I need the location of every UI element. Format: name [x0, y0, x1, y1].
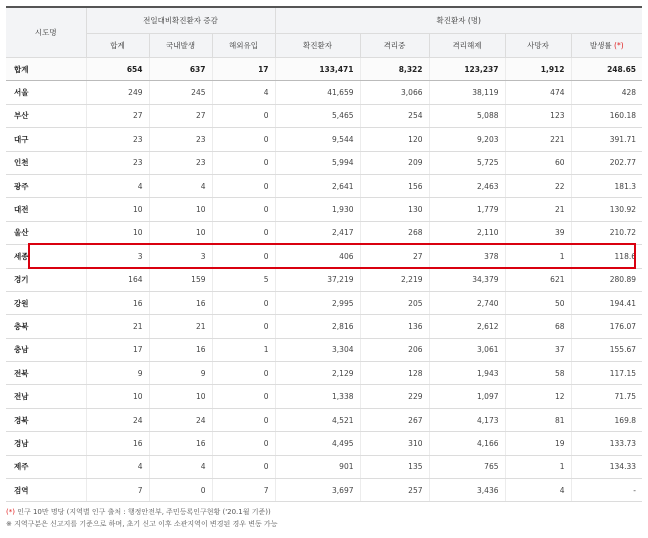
cell-total: 10 — [86, 385, 149, 408]
cell-total: 16 — [86, 432, 149, 455]
cell-overseas: 0 — [212, 432, 275, 455]
cell-total: 7 — [86, 479, 149, 502]
table-row — [6, 479, 642, 502]
cell-overseas: 0 — [212, 385, 275, 408]
cell-rate: 248.65 — [571, 58, 642, 81]
cell-deaths: 68 — [505, 315, 571, 338]
table-row — [6, 385, 642, 408]
cell-overseas: 0 — [212, 245, 275, 268]
cell-deaths: 39 — [505, 221, 571, 244]
cell-local: 4 — [149, 174, 212, 197]
table-row — [6, 268, 642, 291]
cell-deaths: 1 — [505, 455, 571, 478]
cell-released: 2,110 — [429, 221, 505, 244]
cell-overseas: 17 — [212, 58, 275, 81]
cell-total: 10 — [86, 198, 149, 221]
rate-marker: (*) — [614, 41, 624, 50]
cell-rate: 181.3 — [571, 174, 642, 197]
cell-region: 강원 — [6, 291, 86, 314]
cell-region: 대구 — [6, 128, 86, 151]
table-row — [6, 338, 642, 361]
cell-local: 23 — [149, 151, 212, 174]
cell-overseas: 0 — [212, 151, 275, 174]
cell-overseas: 0 — [212, 455, 275, 478]
cell-deaths: 12 — [505, 385, 571, 408]
cell-confirmed: 2,995 — [275, 291, 360, 314]
footnote-1 — [6, 506, 277, 518]
cell-isolated: 206 — [360, 338, 429, 361]
cell-overseas: 0 — [212, 362, 275, 385]
cell-isolated: 205 — [360, 291, 429, 314]
cell-isolated: 130 — [360, 198, 429, 221]
cell-rate: - — [571, 479, 642, 502]
cell-overseas: 0 — [212, 315, 275, 338]
cell-local: 24 — [149, 408, 212, 431]
cell-region: 경북 — [6, 408, 86, 431]
footnotes — [6, 506, 277, 530]
cell-confirmed: 41,659 — [275, 81, 360, 104]
cell-confirmed: 901 — [275, 455, 360, 478]
cell-confirmed: 4,495 — [275, 432, 360, 455]
cell-deaths: 621 — [505, 268, 571, 291]
table-row — [6, 128, 642, 151]
cell-region: 울산 — [6, 221, 86, 244]
cell-isolated: 2,219 — [360, 268, 429, 291]
cell-confirmed: 4,521 — [275, 408, 360, 431]
cell-rate: 117.15 — [571, 362, 642, 385]
cell-region: 부산 — [6, 104, 86, 127]
cell-released: 9,203 — [429, 128, 505, 151]
cell-deaths: 21 — [505, 198, 571, 221]
cell-released: 2,740 — [429, 291, 505, 314]
table-row — [6, 432, 642, 455]
cell-isolated: 120 — [360, 128, 429, 151]
cell-rate: 391.71 — [571, 128, 642, 151]
cell-confirmed: 406 — [275, 245, 360, 268]
header-group-daily: 전일대비확진환자 증감 — [86, 7, 275, 34]
cell-rate: 202.77 — [571, 151, 642, 174]
cell-isolated: 209 — [360, 151, 429, 174]
cell-local: 9 — [149, 362, 212, 385]
header-col-confirmed: 확진환자 — [275, 34, 360, 58]
footnote-1-text: 인구 10만 명당 (지역별 인구 출처 : 행정안전부, 주민등록인구현황 ('20.1월 기준)) — [14, 508, 271, 516]
header-region: 시도명 — [6, 7, 86, 58]
cell-released: 34,379 — [429, 268, 505, 291]
cell-confirmed: 5,465 — [275, 104, 360, 127]
cell-region: 세종 — [6, 245, 86, 268]
cell-isolated: 156 — [360, 174, 429, 197]
header-col-deaths: 사망자 — [505, 34, 571, 58]
cell-isolated: 267 — [360, 408, 429, 431]
cell-confirmed: 3,304 — [275, 338, 360, 361]
cell-isolated: 135 — [360, 455, 429, 478]
cell-region: 대전 — [6, 198, 86, 221]
cell-total: 164 — [86, 268, 149, 291]
cell-total: 23 — [86, 128, 149, 151]
cell-rate: 134.33 — [571, 455, 642, 478]
cell-isolated: 268 — [360, 221, 429, 244]
cell-region: 전북 — [6, 362, 86, 385]
table-row — [6, 245, 642, 268]
table-body — [6, 58, 642, 502]
cell-released: 4,173 — [429, 408, 505, 431]
table-header — [6, 7, 642, 58]
cell-deaths: 221 — [505, 128, 571, 151]
cell-deaths: 37 — [505, 338, 571, 361]
cell-deaths: 19 — [505, 432, 571, 455]
cell-rate: 71.75 — [571, 385, 642, 408]
cell-released: 5,088 — [429, 104, 505, 127]
table-row — [6, 174, 642, 197]
table-row — [6, 81, 642, 104]
cell-released: 3,436 — [429, 479, 505, 502]
cell-deaths: 60 — [505, 151, 571, 174]
cell-local: 10 — [149, 385, 212, 408]
cell-released: 38,119 — [429, 81, 505, 104]
cell-deaths: 22 — [505, 174, 571, 197]
cell-region: 충남 — [6, 338, 86, 361]
cell-overseas: 0 — [212, 198, 275, 221]
cell-isolated: 27 — [360, 245, 429, 268]
cell-local: 245 — [149, 81, 212, 104]
cell-local: 10 — [149, 221, 212, 244]
cell-total: 17 — [86, 338, 149, 361]
cell-rate: 155.67 — [571, 338, 642, 361]
cell-isolated: 254 — [360, 104, 429, 127]
cell-released: 5,725 — [429, 151, 505, 174]
cell-deaths: 1 — [505, 245, 571, 268]
cell-region: 광주 — [6, 174, 86, 197]
cell-rate: 194.41 — [571, 291, 642, 314]
header-col-local: 국내발생 — [149, 34, 212, 58]
cell-deaths: 474 — [505, 81, 571, 104]
cell-rate: 210.72 — [571, 221, 642, 244]
cell-total: 24 — [86, 408, 149, 431]
table-row — [6, 408, 642, 431]
cell-total: 4 — [86, 455, 149, 478]
cell-confirmed: 3,697 — [275, 479, 360, 502]
cell-total: 16 — [86, 291, 149, 314]
cell-released: 1,097 — [429, 385, 505, 408]
cell-deaths: 50 — [505, 291, 571, 314]
cell-region: 경남 — [6, 432, 86, 455]
table-row — [6, 455, 642, 478]
cell-confirmed: 2,641 — [275, 174, 360, 197]
header-col-rate-label: 발생률 — [589, 41, 612, 50]
cell-overseas: 1 — [212, 338, 275, 361]
header-col-overseas: 해외유입 — [212, 34, 275, 58]
cell-released: 4,166 — [429, 432, 505, 455]
footnote-marker: (*) — [6, 508, 15, 516]
cell-overseas: 7 — [212, 479, 275, 502]
table-row — [6, 362, 642, 385]
cell-local: 16 — [149, 338, 212, 361]
cell-isolated: 128 — [360, 362, 429, 385]
cell-rate: 118.6 — [571, 245, 642, 268]
cell-local: 16 — [149, 432, 212, 455]
header-col-rate — [571, 34, 642, 58]
header-col-isolated: 격리중 — [360, 34, 429, 58]
cell-region: 제주 — [6, 455, 86, 478]
cell-isolated: 229 — [360, 385, 429, 408]
cell-deaths: 4 — [505, 479, 571, 502]
cell-region: 전남 — [6, 385, 86, 408]
cell-isolated: 310 — [360, 432, 429, 455]
cell-rate: 130.92 — [571, 198, 642, 221]
cell-local: 21 — [149, 315, 212, 338]
cell-total: 249 — [86, 81, 149, 104]
cell-region: 충북 — [6, 315, 86, 338]
cell-released: 765 — [429, 455, 505, 478]
cell-isolated: 3,066 — [360, 81, 429, 104]
covid-status-table — [6, 6, 642, 502]
cell-rate: 428 — [571, 81, 642, 104]
cell-local: 4 — [149, 455, 212, 478]
cell-overseas: 0 — [212, 291, 275, 314]
cell-released: 2,463 — [429, 174, 505, 197]
cell-local: 23 — [149, 128, 212, 151]
footnote-2: ※ 지역구분은 신고지를 기준으로 하며, 초기 신고 이후 소관지역이 변경된 경우 변동 가능 — [6, 520, 278, 528]
covid-status-table-wrap — [6, 6, 642, 502]
cell-local: 159 — [149, 268, 212, 291]
cell-deaths: 58 — [505, 362, 571, 385]
cell-total: 21 — [86, 315, 149, 338]
cell-confirmed: 37,219 — [275, 268, 360, 291]
cell-confirmed: 2,129 — [275, 362, 360, 385]
cell-released: 123,237 — [429, 58, 505, 81]
table-row — [6, 315, 642, 338]
cell-rate: 133.73 — [571, 432, 642, 455]
cell-total: 654 — [86, 58, 149, 81]
cell-rate: 160.18 — [571, 104, 642, 127]
cell-region: 경기 — [6, 268, 86, 291]
cell-overseas: 4 — [212, 81, 275, 104]
cell-region: 합계 — [6, 58, 86, 81]
header-group-confirmed: 확진환자 (명) — [275, 7, 642, 34]
cell-released: 1,779 — [429, 198, 505, 221]
cell-local: 16 — [149, 291, 212, 314]
cell-rate: 176.07 — [571, 315, 642, 338]
cell-local: 3 — [149, 245, 212, 268]
table-row — [6, 221, 642, 244]
cell-region: 검역 — [6, 479, 86, 502]
cell-total: 9 — [86, 362, 149, 385]
cell-overseas: 5 — [212, 268, 275, 291]
cell-confirmed: 5,994 — [275, 151, 360, 174]
cell-overseas: 0 — [212, 221, 275, 244]
cell-local: 0 — [149, 479, 212, 502]
cell-rate: 280.89 — [571, 268, 642, 291]
cell-confirmed: 133,471 — [275, 58, 360, 81]
cell-region: 인천 — [6, 151, 86, 174]
cell-released: 2,612 — [429, 315, 505, 338]
cell-isolated: 257 — [360, 479, 429, 502]
cell-isolated: 136 — [360, 315, 429, 338]
cell-rate: 169.8 — [571, 408, 642, 431]
cell-confirmed: 1,930 — [275, 198, 360, 221]
cell-deaths: 123 — [505, 104, 571, 127]
header-col-total: 합계 — [86, 34, 149, 58]
cell-total: 27 — [86, 104, 149, 127]
table-row — [6, 291, 642, 314]
cell-confirmed: 1,338 — [275, 385, 360, 408]
header-col-released: 격리해제 — [429, 34, 505, 58]
cell-total: 3 — [86, 245, 149, 268]
cell-local: 27 — [149, 104, 212, 127]
cell-isolated: 8,322 — [360, 58, 429, 81]
table-row-total — [6, 58, 642, 81]
table-row — [6, 198, 642, 221]
table-row — [6, 104, 642, 127]
cell-local: 10 — [149, 198, 212, 221]
cell-deaths: 1,912 — [505, 58, 571, 81]
cell-confirmed: 9,544 — [275, 128, 360, 151]
cell-local: 637 — [149, 58, 212, 81]
cell-deaths: 81 — [505, 408, 571, 431]
cell-released: 1,943 — [429, 362, 505, 385]
cell-confirmed: 2,417 — [275, 221, 360, 244]
cell-overseas: 0 — [212, 128, 275, 151]
cell-region: 서울 — [6, 81, 86, 104]
cell-released: 3,061 — [429, 338, 505, 361]
cell-overseas: 0 — [212, 408, 275, 431]
table-row — [6, 151, 642, 174]
cell-total: 23 — [86, 151, 149, 174]
cell-released: 378 — [429, 245, 505, 268]
cell-total: 10 — [86, 221, 149, 244]
cell-overseas: 0 — [212, 174, 275, 197]
cell-confirmed: 2,816 — [275, 315, 360, 338]
cell-overseas: 0 — [212, 104, 275, 127]
cell-total: 4 — [86, 174, 149, 197]
